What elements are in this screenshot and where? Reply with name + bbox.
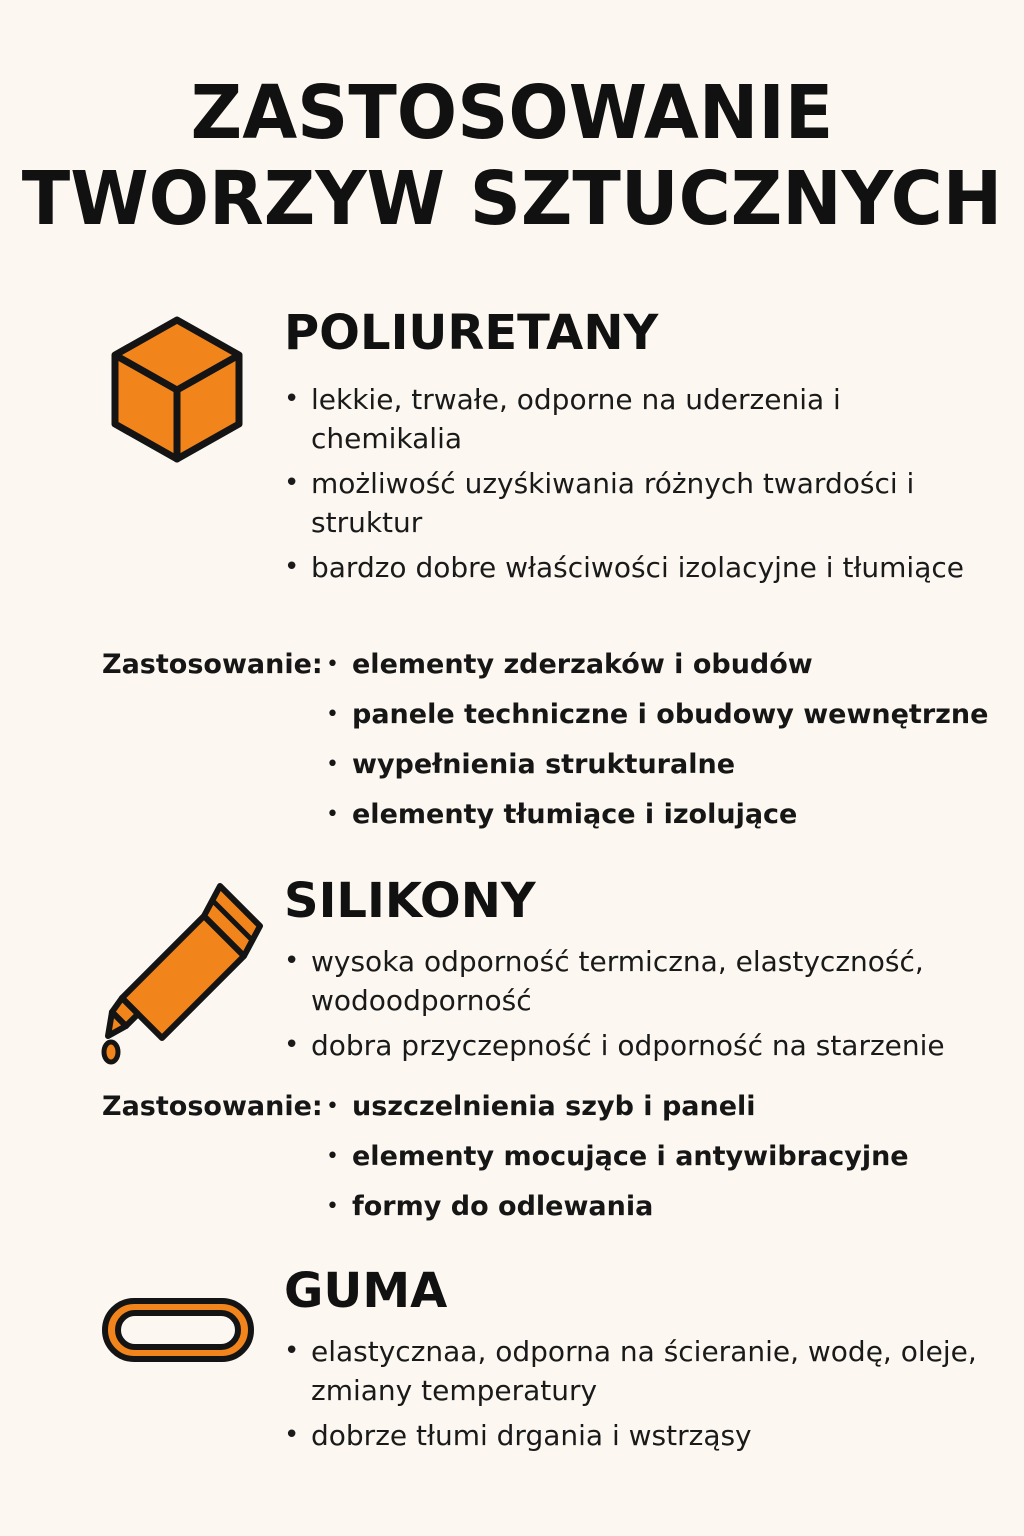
list-item: [284, 548, 984, 587]
properties-list-guma: [284, 1332, 984, 1461]
list-item: [284, 942, 984, 1020]
usage-text: elementy mocujące i antywibracyjne: [352, 1141, 909, 1172]
page-title: [0, 70, 1024, 242]
property-text: dobra przyczepność i odporność na starzenie: [311, 1029, 945, 1062]
property-text: dobrze tłumi drgania i wstrząsy: [311, 1419, 752, 1452]
bullet: •: [326, 1144, 339, 1169]
page-title-line-2: TWORZYW SZTUCZNYCH: [21, 156, 1003, 242]
properties-list-poliuretany: [284, 380, 984, 593]
usage-text: elementy zderzaków i obudów: [352, 649, 813, 680]
list-item: [326, 748, 1006, 782]
property-text: możliwość uzyśkiwania różnych twardości i struktur: [311, 467, 915, 539]
bullet: •: [326, 652, 339, 677]
list-item: [284, 1416, 984, 1455]
bullet: •: [284, 946, 300, 976]
property-text: elastycznaa, odporna na ścieranie, wodę, oleje, zmiany temperatury: [311, 1335, 977, 1407]
cube-icon: [106, 314, 248, 466]
property-text: bardzo dobre właściwości izolacyjne i tłumiące: [311, 551, 964, 584]
list-item: [284, 464, 984, 542]
usage-list-silikony: [326, 1090, 1006, 1224]
bullet: •: [284, 384, 300, 414]
list-item: [284, 1026, 984, 1065]
list-item: [326, 1190, 1006, 1224]
bullet: •: [284, 1420, 300, 1450]
list-item: [326, 798, 1006, 832]
usage-label-silikony: Zastosowanie:: [102, 1091, 323, 1122]
list-item: [326, 1140, 1006, 1174]
section-title-poliuretany: POLIURETANY: [284, 305, 659, 361]
property-text: lekkie, trwałe, odporne na uderzenia i chemikalia: [311, 383, 841, 455]
list-item: [284, 1332, 984, 1410]
usage-label-poliuretany: Zastosowanie:: [102, 649, 323, 680]
properties-list-silikony: [284, 942, 984, 1071]
bullet: •: [326, 702, 339, 727]
usage-text: elementy tłumiące i izolujące: [352, 799, 798, 830]
list-item: [326, 648, 1006, 682]
list-item: [326, 698, 1006, 732]
bullet: •: [326, 802, 339, 827]
bullet: •: [326, 1194, 339, 1219]
bullet: •: [326, 1094, 339, 1119]
usage-text: wypełnienia strukturalne: [352, 749, 736, 780]
bullet: •: [284, 1336, 300, 1366]
bullet: •: [284, 552, 300, 582]
bullet: •: [284, 1030, 300, 1060]
rubber-band-icon: [100, 1296, 256, 1364]
list-item: [326, 1090, 1006, 1124]
page-title-line-1: ZASTOSOWANIE: [190, 70, 834, 156]
sealant-tube-icon: [96, 876, 272, 1066]
section-title-guma: GUMA: [284, 1263, 448, 1319]
usage-text: uszczelnienia szyb i paneli: [352, 1091, 756, 1122]
bullet: •: [284, 468, 300, 498]
list-item: [284, 380, 984, 458]
bullet: •: [326, 752, 339, 777]
usage-list-poliuretany: [326, 648, 1006, 832]
usage-text: formy do odlewania: [352, 1191, 654, 1222]
usage-text: panele techniczne i obudowy wewnętrzne: [352, 699, 989, 730]
property-text: wysoka odporność termiczna, elastyczność, wodoodporność: [311, 945, 924, 1017]
section-title-silikony: SILIKONY: [284, 873, 536, 929]
